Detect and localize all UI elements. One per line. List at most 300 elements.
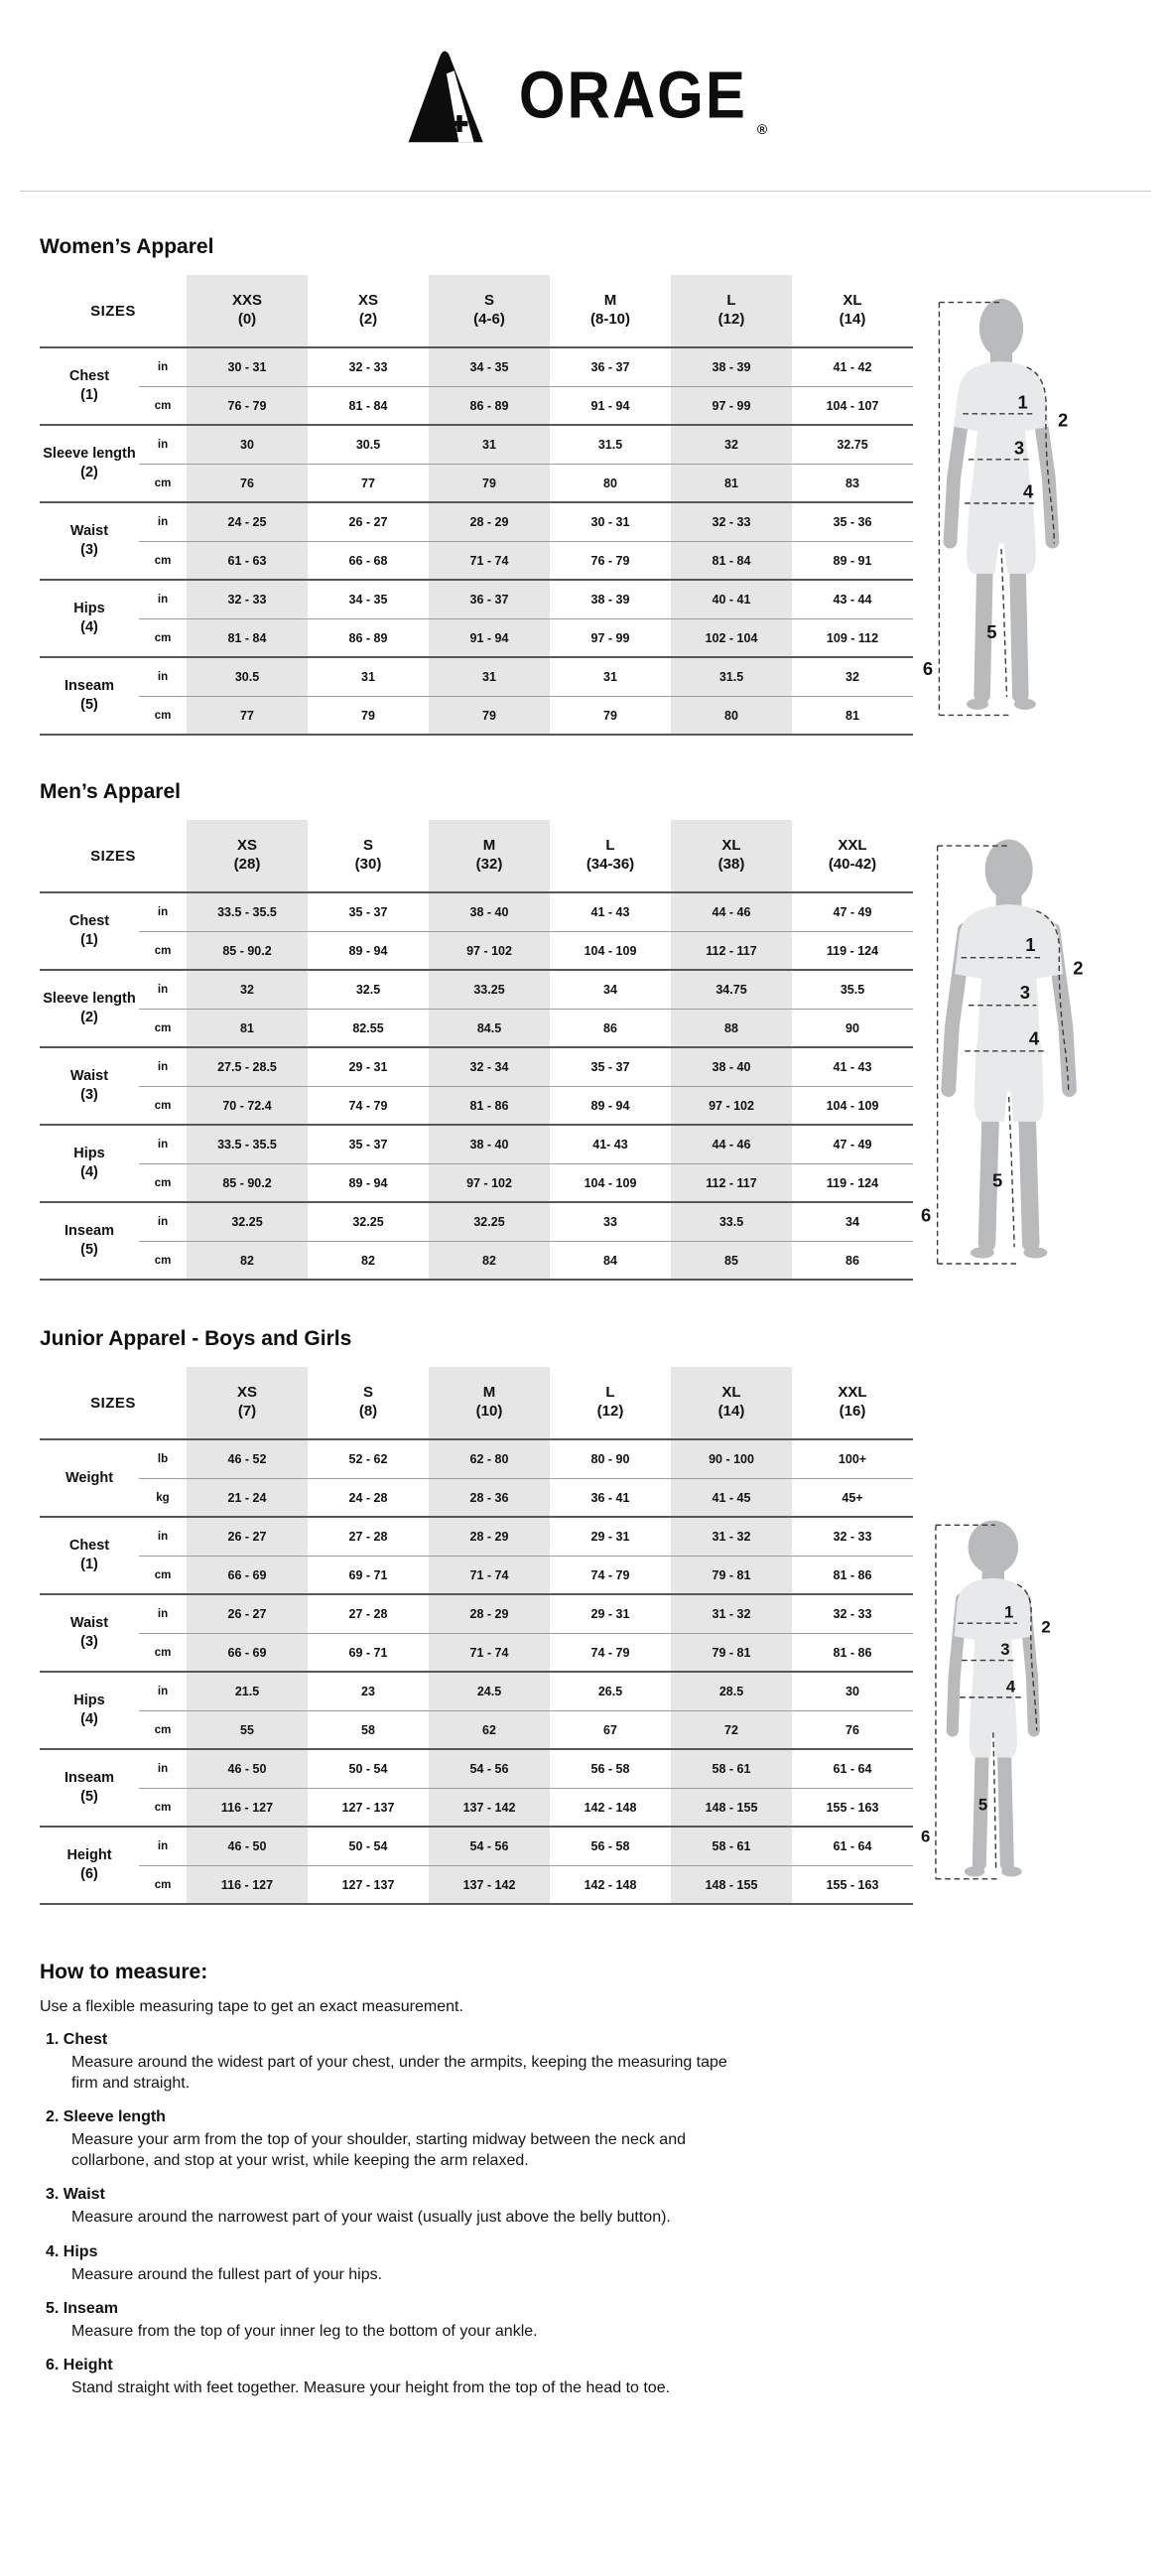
section-title-womens: Women’s Apparel [40,235,214,258]
value-cell: 81 [792,696,913,734]
value-cell: 33.5 - 35.5 [187,1126,308,1163]
item-description: Measure your arm from the top of your shoulder, starting midway between the neck and collarbone, and stop at your wrist, while keeping the arm relaxed. [71,2131,686,2170]
unit-cell: cm [139,1009,187,1046]
value-cell: 76 [187,464,308,501]
header-divider [20,191,1151,192]
value-cell: 31.5 [597,438,623,452]
unit-cell: in [157,361,169,373]
value-cell: 66 - 68 [308,541,429,579]
value-cell: 26 - 27 [187,1595,308,1633]
value-cell: 50 - 54 [348,1839,388,1853]
registered-mark: ® [756,121,768,137]
value-cell: 84 [550,1241,671,1279]
measure-intro: Use a flexible measuring tape to get an exact measurement. [40,1998,463,2015]
child-silhouette [921,1501,1129,1890]
value-cell: 61 - 64 [833,1762,872,1776]
value-cell: 80 [550,464,671,501]
measurement-label: Hips (4) [73,1693,105,1727]
value-cell: 29 - 31 [590,1607,630,1621]
unit-cell: lb [157,1453,169,1465]
size-column-header: XXS (0) [187,275,308,346]
value-cell: 38 - 39 [671,348,792,386]
figure-label-1: 1 [1004,1602,1014,1622]
figure-label-2: 2 [1041,1617,1051,1637]
value-cell: 82.55 [308,1009,429,1046]
value-cell: 27.5 - 28.5 [187,1048,308,1086]
value-cell: 30 - 31 [590,515,630,529]
value-cell: 77 [308,464,429,501]
value-cell: 81 [671,464,792,501]
unit-cell: kg [139,1478,187,1516]
value-cell: 32 - 33 [348,360,388,374]
value-cell: 31.5 [671,658,792,696]
unit-cell: cm [139,696,187,734]
table-header-row [40,1367,913,1440]
value-cell: 30.5 [187,658,308,696]
value-cell: 80 - 90 [590,1452,630,1466]
measurement-label: Chest (1) [68,1538,110,1572]
measurement-label: Inseam (5) [65,1770,114,1805]
measurement-group [40,1595,913,1673]
measurement-label: Waist (3) [69,523,109,558]
value-cell: 79 [550,696,671,734]
value-cell: 35 - 37 [590,1060,630,1074]
value-cell: 44 - 46 [671,893,792,931]
value-cell: 81 - 84 [671,541,792,579]
figure-label-3: 3 [1013,437,1025,459]
value-cell: 32 - 34 [429,1048,550,1086]
value-cell: 28.5 [671,1673,792,1710]
unit-cell: cm [139,541,187,579]
value-cell: 83 [792,464,913,501]
value-cell: 61 - 64 [833,1839,872,1853]
measurement-label: Sleeve length (2) [43,446,136,480]
item-number: 2. [46,2108,60,2126]
measurement-group [40,893,913,971]
unit-cell: in [157,906,169,918]
value-cell: 77 [187,696,308,734]
size-column-header: M (8-10) [589,292,630,328]
item-description: Measure from the top of your inner leg to the bottom of your ankle. [71,2322,538,2340]
value-cell: 34 - 35 [348,593,388,607]
value-cell: 91 - 94 [429,618,550,656]
figure-label-4: 4 [1005,1677,1016,1696]
figure-label-5: 5 [977,1795,988,1815]
measurement-group [40,1673,913,1750]
value-cell: 58 - 61 [671,1828,792,1865]
measure-item-height [46,2357,1171,2398]
value-cell: 97 - 102 [429,1163,550,1201]
value-cell: 36 - 37 [429,581,550,618]
unit-cell: cm [139,386,187,424]
unit-cell: in [157,1686,169,1697]
size-column-header: XL (38) [671,820,792,891]
value-cell: 32 [846,670,859,684]
size-column-header: XS (28) [187,820,308,891]
value-cell: 81 [187,1009,308,1046]
item-description: Measure around the fullest part of your hips. [71,2265,383,2283]
value-cell: 91 - 94 [550,386,671,424]
figure-label-1: 1 [1017,391,1028,413]
measurement-label: Waist (3) [69,1068,109,1103]
measurement-group [40,348,913,426]
value-cell: 26 - 27 [348,515,388,529]
value-cell: 70 - 72.4 [187,1086,308,1124]
value-cell: 28 - 29 [429,1518,550,1556]
size-column-header: S (30) [354,837,382,873]
value-cell: 109 - 112 [792,618,913,656]
measurement-group [40,1750,913,1828]
womens-size-table [40,275,913,737]
value-cell: 116 - 127 [187,1788,308,1826]
figure-label-3: 3 [1000,1639,1010,1659]
value-cell: 148 - 155 [671,1788,792,1826]
value-cell: 74 - 79 [550,1556,671,1593]
size-column-header: S (8) [358,1384,378,1420]
sizes-header: SIZES [90,847,136,865]
woman-silhouette [921,275,1149,732]
size-column-header: S (4-6) [429,275,550,346]
value-cell: 79 [308,696,429,734]
value-cell: 26 - 27 [187,1518,308,1556]
value-cell: 81 - 86 [429,1086,550,1124]
figure-label-2: 2 [1058,409,1069,431]
value-cell: 34 [603,983,617,997]
value-cell: 81 - 84 [187,618,308,656]
value-cell: 112 - 117 [671,931,792,969]
value-cell: 41- 43 [592,1138,628,1152]
figure-label-6: 6 [922,657,934,679]
value-cell: 36 - 37 [590,360,630,374]
value-cell: 76 - 79 [550,541,671,579]
value-cell: 41 - 45 [671,1478,792,1516]
value-cell: 88 [671,1009,792,1046]
value-cell: 35 - 36 [833,515,872,529]
value-cell: 142 - 148 [550,1865,671,1903]
value-cell: 27 - 28 [348,1607,388,1621]
value-cell: 74 - 79 [550,1633,671,1671]
value-cell: 71 - 74 [429,1556,550,1593]
item-number: 4. [46,2242,60,2260]
measure-item-inseam [46,2300,1171,2342]
value-cell: 24 - 25 [187,503,308,541]
unit-cell: cm [139,1710,187,1748]
unit-cell: in [157,439,169,451]
value-cell: 116 - 127 [187,1865,308,1903]
value-cell: 81 - 86 [792,1556,913,1593]
measurement-group [40,1440,913,1518]
value-cell: 66 - 69 [187,1633,308,1671]
item-number: 3. [46,2186,60,2204]
inseam-measure-line [993,1732,996,1867]
value-cell: 32.25 [187,1203,308,1241]
item-description: Measure around the widest part of your chest, under the armpits, keeping the measuring tape firm and straight. [71,2054,727,2093]
sizes-header: SIZES [90,1394,136,1412]
value-cell: 71 - 74 [429,1633,550,1671]
mens-size-table [40,820,913,1284]
value-cell: 33 [603,1215,617,1229]
value-cell: 82 [187,1241,308,1279]
section-title-mens: Men’s Apparel [40,780,181,803]
value-cell: 32.5 [355,983,381,997]
unit-cell: cm [139,931,187,969]
value-cell: 36 - 41 [550,1478,671,1516]
item-number: 6. [46,2356,60,2373]
value-cell: 142 - 148 [550,1788,671,1826]
value-cell: 85 - 90.2 [187,1163,308,1201]
value-cell: 127 - 137 [308,1788,429,1826]
value-cell: 85 - 90.2 [187,931,308,969]
value-cell: 32.75 [837,438,868,452]
mens-apparel-section [0,780,1171,1284]
figure-label-4: 4 [1023,480,1034,502]
size-column-header: M (32) [429,820,550,891]
measurement-label: Height (6) [66,1847,112,1882]
value-cell: 41 - 42 [833,360,872,374]
item-description: Stand straight with feet together. Measure your height from the top of the head to toe. [71,2378,671,2396]
measurement-label: Hips (4) [73,601,105,635]
value-cell: 69 - 71 [308,1633,429,1671]
value-cell: 31 [603,670,617,684]
value-cell: 82 [308,1241,429,1279]
value-cell: 29 - 31 [348,1060,388,1074]
unit-cell: cm [139,1086,187,1124]
measurement-label: Weight [65,1469,114,1486]
value-cell: 41 - 43 [833,1060,872,1074]
measurement-label: Inseam (5) [65,678,114,713]
value-cell: 104 - 109 [550,931,671,969]
man-silhouette [921,820,1159,1279]
value-cell: 29 - 31 [590,1530,630,1544]
value-cell: 32 - 33 [187,581,308,618]
item-label: Chest [63,2031,108,2048]
value-cell: 76 - 79 [187,386,308,424]
value-cell: 56 - 58 [590,1762,630,1776]
measurement-group [40,658,913,736]
value-cell: 31 - 32 [671,1595,792,1633]
value-cell: 46 - 52 [187,1440,308,1478]
size-column-header: XXL (40-42) [828,837,877,873]
value-cell: 32 - 33 [833,1530,872,1544]
value-cell: 104 - 109 [550,1163,671,1201]
unit-cell: cm [139,1163,187,1201]
value-cell: 148 - 155 [671,1865,792,1903]
value-cell: 35.5 [840,983,865,997]
value-cell: 50 - 54 [348,1762,388,1776]
item-label: Height [63,2356,113,2373]
value-cell: 54 - 56 [429,1828,550,1865]
item-number: 5. [46,2299,60,2317]
value-cell: 89 - 94 [550,1086,671,1124]
junior-apparel-section [0,1327,1171,1905]
value-cell: 38 - 39 [590,593,630,607]
item-label: Inseam [63,2299,118,2317]
section-title-junior: Junior Apparel - Boys and Girls [40,1327,352,1350]
junior-measurement-figure [921,1501,1129,1895]
figure-label-5: 5 [986,621,997,643]
value-cell: 62 [429,1710,550,1748]
value-cell: 84.5 [429,1009,550,1046]
measurement-label: Waist (3) [69,1615,109,1650]
value-cell: 47 - 49 [833,1138,872,1152]
value-cell: 137 - 142 [429,1865,550,1903]
value-cell: 90 [792,1009,913,1046]
unit-cell: in [157,1531,169,1543]
value-cell: 58 [308,1710,429,1748]
value-cell: 52 - 62 [348,1452,388,1466]
value-cell: 112 - 117 [671,1163,792,1201]
value-cell: 100+ [838,1452,867,1466]
value-cell: 33.25 [429,971,550,1009]
size-column-header: XS (7) [187,1367,308,1438]
value-cell: 24 - 28 [308,1478,429,1516]
orage-logo [0,26,1171,163]
value-cell: 67 [550,1710,671,1748]
value-cell: 38 - 40 [671,1048,792,1086]
value-cell: 81 - 84 [308,386,429,424]
item-description: Measure around the narrowest part of your waist (usually just above the belly button). [71,2209,671,2227]
size-column-header: L (34-36) [586,837,635,873]
value-cell: 137 - 142 [429,1788,550,1826]
value-cell: 55 [187,1710,308,1748]
value-cell: 79 [429,464,550,501]
value-cell: 46 - 50 [187,1828,308,1865]
value-cell: 72 [671,1710,792,1748]
value-cell: 35 - 37 [348,1138,388,1152]
value-cell: 89 - 91 [792,541,913,579]
womens-apparel-section [0,235,1171,737]
unit-cell: in [157,1608,169,1620]
figure-label-1: 1 [1025,934,1036,956]
unit-cell: cm [139,618,187,656]
size-column-header: L (12) [596,1384,624,1420]
value-cell: 32 - 33 [833,1607,872,1621]
measure-item-chest [46,2031,1171,2094]
table-header-row [40,820,913,893]
brand-header [0,0,1171,163]
measurement-group [40,426,913,503]
unit-cell: in [157,1216,169,1228]
figure-label-4: 4 [1028,1027,1040,1049]
value-cell: 30.5 [355,438,381,452]
measurement-label: Hips (4) [73,1146,105,1180]
value-cell: 89 - 94 [308,1163,429,1201]
value-cell: 31 - 32 [671,1518,792,1556]
value-cell: 35 - 37 [348,905,388,919]
measurement-group [40,503,913,581]
value-cell: 30 - 31 [187,348,308,386]
value-cell: 79 - 81 [671,1633,792,1671]
value-cell: 86 - 89 [308,618,429,656]
measurement-group [40,1203,913,1281]
figure-label-5: 5 [992,1169,1003,1191]
value-cell: 21.5 [187,1673,308,1710]
value-cell: 119 - 124 [792,1163,913,1201]
value-cell: 127 - 137 [308,1865,429,1903]
size-column-header: XL (14) [671,1367,792,1438]
unit-cell: in [157,1139,169,1151]
value-cell: 28 - 29 [429,1595,550,1633]
measure-item-waist [46,2186,1171,2228]
measurement-group [40,1518,913,1595]
unit-cell: in [157,1840,169,1852]
value-cell: 32 [671,426,792,464]
measurement-group [40,581,913,658]
value-cell: 97 - 102 [429,931,550,969]
value-cell: 32 [187,971,308,1009]
measurement-label: Inseam (5) [65,1223,114,1258]
value-cell: 31 [429,658,550,696]
value-cell: 81 - 86 [792,1633,913,1671]
how-to-measure-title: How to measure: [40,1961,208,1983]
value-cell: 38 - 40 [429,1126,550,1163]
value-cell: 27 - 28 [348,1530,388,1544]
value-cell: 90 - 100 [671,1440,792,1478]
value-cell: 82 [429,1241,550,1279]
orage-mountain-icon [404,45,495,144]
unit-cell: in [157,1763,169,1775]
value-cell: 28 - 29 [429,503,550,541]
figure-label-2: 2 [1073,957,1084,979]
value-cell: 32.25 [352,1215,384,1229]
measurement-group [40,1126,913,1203]
value-cell: 102 - 104 [671,618,792,656]
size-column-header: L (12) [671,275,792,346]
value-cell: 97 - 99 [550,618,671,656]
measurement-label: Chest (1) [68,913,110,948]
measure-item-hips [46,2243,1171,2285]
unit-cell: cm [139,1241,187,1279]
value-cell: 47 - 49 [833,905,872,919]
value-cell: 86 - 89 [429,386,550,424]
value-cell: 40 - 41 [671,581,792,618]
value-cell: 58 - 61 [671,1750,792,1788]
unit-cell: in [157,984,169,996]
value-cell: 31 [361,670,375,684]
value-cell: 62 - 80 [429,1440,550,1478]
size-column-header: XL (14) [839,292,866,328]
value-cell: 46 - 50 [187,1750,308,1788]
value-cell: 97 - 102 [671,1086,792,1124]
value-cell: 26.5 [597,1685,623,1698]
unit-cell: cm [139,1633,187,1671]
value-cell: 33.5 [671,1203,792,1241]
value-cell: 89 - 94 [308,931,429,969]
value-cell: 23 [361,1685,375,1698]
inseam-measure-line [1001,549,1007,697]
how-to-measure-section [0,1961,1171,2428]
size-column-header: XXL (16) [838,1384,867,1420]
value-cell: 31 [429,426,550,464]
value-cell: 54 - 56 [429,1750,550,1788]
figure-label-6: 6 [921,1827,931,1846]
measurement-group [40,971,913,1048]
sizes-header: SIZES [90,302,136,320]
value-cell: 43 - 44 [833,593,872,607]
value-cell: 61 - 63 [187,541,308,579]
value-cell: 28 - 36 [429,1478,550,1516]
value-cell: 34 - 35 [429,348,550,386]
value-cell: 21 - 24 [187,1478,308,1516]
value-cell: 80 [671,696,792,734]
unit-cell: in [157,594,169,606]
measurement-group [40,1828,913,1905]
value-cell: 33.5 - 35.5 [187,893,308,931]
value-cell: 34.75 [671,971,792,1009]
unit-cell: in [157,516,169,528]
value-cell: 30 [187,426,308,464]
item-number: 1. [46,2031,60,2048]
